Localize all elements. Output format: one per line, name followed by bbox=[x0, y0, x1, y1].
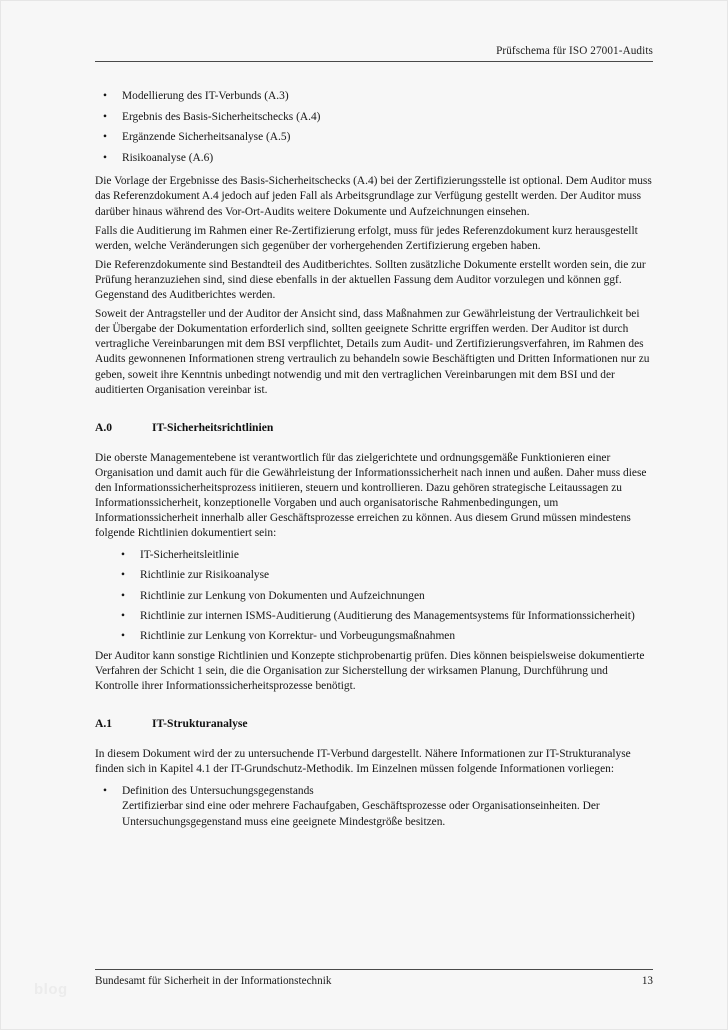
reference-documents-list bbox=[95, 89, 653, 166]
paragraph-a1-intro: In diesem Dokument wird der zu untersuchende IT-Verbund dargestellt. Nähere Informationen zur IT-Strukturanalyse finden sich in Kapitel 4.1 der IT-Grundschutz-Methodik. Im Einzelnen müssen folgende Informationen vorliegen: bbox=[95, 748, 631, 776]
list-item-label: Richtlinie zur Risikoanalyse bbox=[140, 569, 270, 582]
heading-a1-number: A.1 bbox=[95, 717, 113, 731]
heading-a0-number: A.0 bbox=[95, 420, 113, 434]
paragraph-re-zertifizierung: Falls die Auditierung im Rahmen einer Re-Zertifizierung erfolgt, muss für jedes Referenzdokument kurz herausgestellt werden, welche Veränderungen sich gegenüber der vorhergehenden Zertifizierung ergeben haben. bbox=[95, 224, 638, 252]
list-item bbox=[95, 151, 653, 166]
document-content bbox=[95, 89, 653, 835]
page-number: 13 bbox=[641, 975, 653, 987]
bullet-icon: • bbox=[121, 609, 125, 622]
list-item bbox=[95, 130, 653, 145]
heading-a0-title: IT-Sicherheitsrichtlinien bbox=[152, 420, 274, 434]
list-item-label: Modellierung des IT-Verbunds (A.3) bbox=[122, 90, 289, 102]
paragraph-a0-outro: Der Auditor kann sonstige Richtlinien und Konzepte stichprobenartig prüfen. Dies können beispielsweise dokumentierte Verfahren der Schicht 1 sein, die die Organisation zur Sicherstellung der wirksamen Planung, Durchführung und Kontrolle ihrer Informationssicherheitsprozesse benötigt. bbox=[95, 649, 645, 692]
list-item bbox=[95, 548, 653, 563]
bullet-icon: • bbox=[103, 90, 107, 102]
list-item-label: Richtlinie zur Lenkung von Korrektur- und Vorbeugungsmaßnahmen bbox=[140, 629, 456, 642]
list-item-label: Risikoanalyse (A.6) bbox=[122, 151, 214, 164]
list-item bbox=[95, 629, 653, 644]
list-item bbox=[95, 568, 653, 583]
page-footer bbox=[95, 969, 653, 988]
bullet-icon: • bbox=[121, 569, 125, 582]
page-header bbox=[95, 45, 653, 62]
strukturanalyse-list bbox=[95, 784, 653, 829]
footer-divider bbox=[95, 969, 653, 970]
bullet-icon: • bbox=[121, 589, 125, 602]
list-item-label: Ergänzende Sicherheitsanalyse (A.5) bbox=[122, 131, 291, 144]
bullet-icon: • bbox=[103, 151, 107, 164]
list-item-label: Definition des Untersuchungsgegenstands bbox=[122, 785, 314, 798]
list-item-label: Richtlinie zur internen ISMS-Auditierung (Auditierung des Managementsystems für Informationssicherheit) bbox=[140, 609, 635, 622]
list-item-label: IT-Sicherheitsleitlinie bbox=[140, 549, 239, 562]
list-item bbox=[95, 589, 653, 604]
list-item-label: Ergebnis des Basis-Sicherheitschecks (A.4) bbox=[122, 110, 321, 123]
list-item bbox=[95, 609, 653, 624]
list-item bbox=[95, 784, 653, 829]
bullet-icon: • bbox=[103, 785, 107, 798]
heading-a1 bbox=[95, 716, 653, 731]
header-title: Prüfschema für ISO 27001-Audits bbox=[496, 45, 653, 57]
bullet-icon: • bbox=[121, 629, 125, 642]
paragraph-a0-intro: Die oberste Managementebene ist verantwortlich für das zielgerichtete und ordnungsgemäße Funktionieren einer Organisation und damit auch für die Gewährleistung der Informationssicherheit nach innen und außen. Daher muss diese den Informationssicherheitsprozess initiieren, steuern und kontrollieren. Dazu gehören strategische Leitaussagen zu Informationssicherheit, konzeptionelle Vorgaben und auch organisatorische Rahmenbedingungen, um Informationssicherheit innerhalb aller Geschäftsprozesse erreichen zu können. Aus diesem Grund müssen mindestens folgende Richtlinien dokumentiert sein: bbox=[95, 451, 647, 540]
footer-organization: Bundesamt für Sicherheit in der Informationstechnik bbox=[95, 975, 332, 987]
heading-a1-title: IT-Strukturanalyse bbox=[152, 717, 248, 731]
bullet-icon: • bbox=[121, 549, 125, 562]
paragraph-referenzdokumente: Die Referenzdokumente sind Bestandteil des Auditberichtes. Sollten zusätzliche Dokumente erstellt worden sein, die zur Prüfung heranzuziehen sind, sind diese ebenfalls in der aktuellen Fassung dem Auditor vorzulegen und können ggf. Gegenstand des Auditberichtes werden. bbox=[95, 258, 646, 302]
watermark: blog bbox=[34, 981, 68, 998]
list-item-body: Zertifizierbar sind eine oder mehrere Fachaufgaben, Geschäftsprozesse oder Organisationseinheiten. Der Untersuchungsgegenstand muss eine geeignete Mindestgröße besitzen. bbox=[122, 800, 600, 828]
bullet-icon: • bbox=[103, 110, 107, 123]
list-item bbox=[95, 89, 653, 104]
list-item-label: Richtlinie zur Lenkung von Dokumenten und Aufzeichnungen bbox=[140, 589, 425, 602]
header-divider bbox=[95, 61, 653, 62]
heading-a0 bbox=[95, 420, 653, 435]
bullet-icon: • bbox=[103, 131, 107, 144]
paragraph-vorlage-ergebnisse: Die Vorlage der Ergebnisse des Basis-Sicherheitschecks (A.4) bei der Zertifizierungsstelle ist optional. Dem Auditor muss das Referenzdokument A.4 jedoch auf jeden Fall als Arbeitsgrundlage zur Verfügung gestellt werden. Der Auditor muss darüber hinaus während des Vor-Ort-Audits weitere Dokumente und Aufzeichnungen einsehen. bbox=[95, 175, 652, 218]
list-item bbox=[95, 110, 653, 125]
paragraph-vertraulichkeit: Soweit der Antragsteller und der Auditor der Ansicht sind, dass Maßnahmen zur Gewährleistung der Vertraulichkeit bei der Übergabe der Dokumentation erforderlich sind, sollten geeignete Schritte ergriffen werden. Der Auditor ist durch vertragliche Vereinbarungen mit dem BSI verpflichtet, Details zum Audit- und Zertifizierungsverfahren, im Rahmen des Audits gewonnenen Informationen streng vertraulich zu behandeln sowie Beschäftigten und Dritten Informationen nur zu geben, soweit ihre Kenntnis unbedingt notwendig und mit den vertraglichen Vereinbarungen mit dem BSI und der auditierten Organisation vereinbar ist. bbox=[95, 308, 650, 396]
guidelines-list bbox=[95, 548, 653, 643]
